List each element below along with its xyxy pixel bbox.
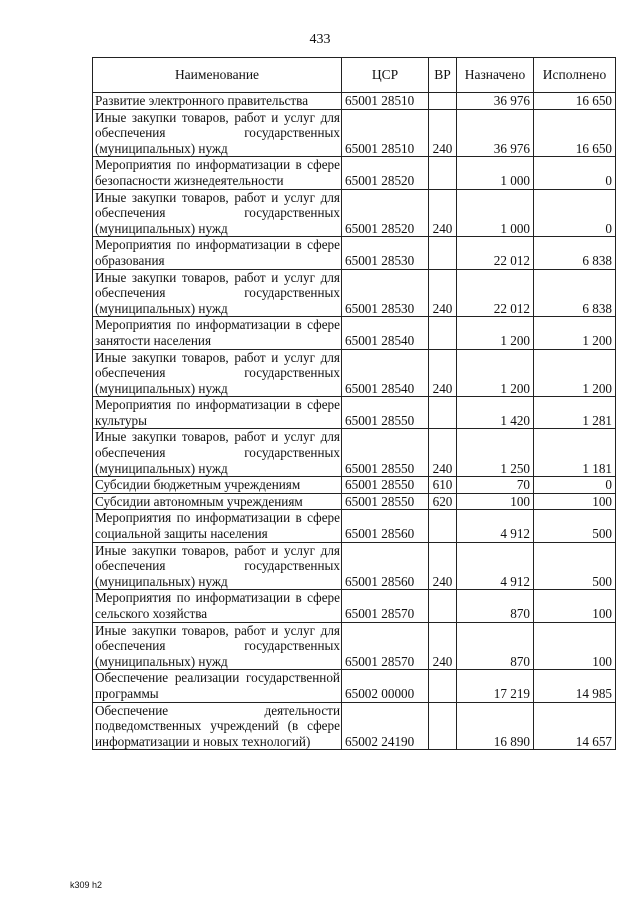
row-csr: 65001 28550 [342, 477, 429, 494]
table-row [93, 477, 616, 494]
row-name: Субсидии автономным учреждениям [93, 493, 342, 510]
header-csr: ЦСР [342, 58, 429, 93]
table-row [93, 317, 616, 349]
row-csr: 65001 28560 [342, 542, 429, 590]
row-assigned: 100 [457, 493, 534, 510]
row-assigned: 4 912 [457, 542, 534, 590]
row-executed: 1 200 [534, 349, 616, 397]
row-name: Обеспечение деятельности подведомственных учреждений (в сфере информатизации и новых технологий) [93, 702, 342, 750]
row-vr [429, 237, 457, 269]
row-assigned: 1 000 [457, 189, 534, 237]
row-vr: 240 [429, 349, 457, 397]
row-executed: 500 [534, 510, 616, 542]
row-vr: 240 [429, 189, 457, 237]
row-name: Мероприятия по информатизации в сфере социальной защиты населения [93, 510, 342, 542]
table-body [93, 93, 616, 750]
row-csr: 65001 28560 [342, 510, 429, 542]
row-assigned: 1 420 [457, 397, 534, 429]
row-vr [429, 93, 457, 110]
row-name: Иные закупки товаров, работ и услуг для обеспечения государственных (муниципальных) нужд [93, 189, 342, 237]
row-csr: 65001 28530 [342, 269, 429, 317]
row-name: Иные закупки товаров, работ и услуг для обеспечения государственных (муниципальных) нужд [93, 622, 342, 670]
row-csr: 65001 28570 [342, 590, 429, 622]
row-vr [429, 702, 457, 750]
table-row [93, 269, 616, 317]
row-executed: 1 181 [534, 429, 616, 477]
row-executed: 500 [534, 542, 616, 590]
table-row [93, 157, 616, 189]
table-row [93, 189, 616, 237]
row-executed: 0 [534, 477, 616, 494]
header-assigned: Назначено [457, 58, 534, 93]
row-csr: 65001 28520 [342, 157, 429, 189]
row-csr: 65001 28540 [342, 349, 429, 397]
row-assigned: 4 912 [457, 510, 534, 542]
row-name: Мероприятия по информатизации в сфере занятости населения [93, 317, 342, 349]
table-row [93, 590, 616, 622]
row-executed: 100 [534, 622, 616, 670]
table-header-row [93, 58, 616, 93]
row-name: Иные закупки товаров, работ и услуг для обеспечения государственных (муниципальных) нужд [93, 542, 342, 590]
table-row [93, 510, 616, 542]
row-vr [429, 510, 457, 542]
table-row [93, 109, 616, 157]
row-executed: 16 650 [534, 109, 616, 157]
row-name: Иные закупки товаров, работ и услуг для обеспечения государственных (муниципальных) нужд [93, 109, 342, 157]
row-executed: 0 [534, 157, 616, 189]
row-assigned: 870 [457, 590, 534, 622]
table-row [93, 237, 616, 269]
row-assigned: 36 976 [457, 93, 534, 110]
header-executed: Исполнено [534, 58, 616, 93]
row-csr: 65001 28550 [342, 429, 429, 477]
row-csr: 65001 28520 [342, 189, 429, 237]
table-row [93, 493, 616, 510]
budget-table [92, 57, 616, 750]
row-executed: 100 [534, 493, 616, 510]
row-name: Иные закупки товаров, работ и услуг для обеспечения государственных (муниципальных) нужд [93, 429, 342, 477]
row-executed: 1 281 [534, 397, 616, 429]
row-csr: 65001 28510 [342, 109, 429, 157]
row-csr: 65001 28540 [342, 317, 429, 349]
row-csr: 65002 24190 [342, 702, 429, 750]
row-vr: 240 [429, 109, 457, 157]
row-name: Иные закупки товаров, работ и услуг для обеспечения государственных (муниципальных) нужд [93, 269, 342, 317]
header-vr: ВР [429, 58, 457, 93]
row-vr: 240 [429, 269, 457, 317]
row-assigned: 1 200 [457, 317, 534, 349]
row-vr: 620 [429, 493, 457, 510]
row-csr: 65001 28550 [342, 493, 429, 510]
row-vr [429, 157, 457, 189]
table-row [93, 93, 616, 110]
row-csr: 65002 00000 [342, 670, 429, 702]
row-executed: 100 [534, 590, 616, 622]
table-row [93, 349, 616, 397]
row-assigned: 22 012 [457, 269, 534, 317]
row-name: Мероприятия по информатизации в сфере безопасности жизнедеятельности [93, 157, 342, 189]
row-vr [429, 397, 457, 429]
row-name: Развитие электронного правительства [93, 93, 342, 110]
row-name: Мероприятия по информатизации в сфере культуры [93, 397, 342, 429]
row-name: Обеспечение реализации государственной программы [93, 670, 342, 702]
row-executed: 0 [534, 189, 616, 237]
row-csr: 65001 28570 [342, 622, 429, 670]
row-assigned: 36 976 [457, 109, 534, 157]
row-assigned: 1 250 [457, 429, 534, 477]
row-vr [429, 590, 457, 622]
row-csr: 65001 28550 [342, 397, 429, 429]
table-row [93, 702, 616, 750]
row-vr [429, 317, 457, 349]
row-executed: 14 657 [534, 702, 616, 750]
row-executed: 6 838 [534, 237, 616, 269]
row-assigned: 1 000 [457, 157, 534, 189]
row-vr: 240 [429, 429, 457, 477]
row-name: Субсидии бюджетным учреждениям [93, 477, 342, 494]
row-assigned: 17 219 [457, 670, 534, 702]
row-csr: 65001 28510 [342, 93, 429, 110]
row-name: Мероприятия по информатизации в сфере сельского хозяйства [93, 590, 342, 622]
row-assigned: 70 [457, 477, 534, 494]
header-name: Наименование [93, 58, 342, 93]
table-row [93, 542, 616, 590]
row-name: Мероприятия по информатизации в сфере образования [93, 237, 342, 269]
page-number: 433 [309, 32, 331, 47]
table-row [93, 622, 616, 670]
table-row [93, 429, 616, 477]
table-row [93, 397, 616, 429]
row-executed: 14 985 [534, 670, 616, 702]
row-vr: 610 [429, 477, 457, 494]
table-row [93, 670, 616, 702]
row-assigned: 1 200 [457, 349, 534, 397]
row-assigned: 22 012 [457, 237, 534, 269]
row-executed: 16 650 [534, 93, 616, 110]
row-assigned: 16 890 [457, 702, 534, 750]
row-executed: 6 838 [534, 269, 616, 317]
row-executed: 1 200 [534, 317, 616, 349]
row-csr: 65001 28530 [342, 237, 429, 269]
row-assigned: 870 [457, 622, 534, 670]
row-vr: 240 [429, 542, 457, 590]
footer-code: k309 h2 [70, 880, 103, 890]
row-name: Иные закупки товаров, работ и услуг для обеспечения государственных (муниципальных) нужд [93, 349, 342, 397]
row-vr [429, 670, 457, 702]
row-vr: 240 [429, 622, 457, 670]
